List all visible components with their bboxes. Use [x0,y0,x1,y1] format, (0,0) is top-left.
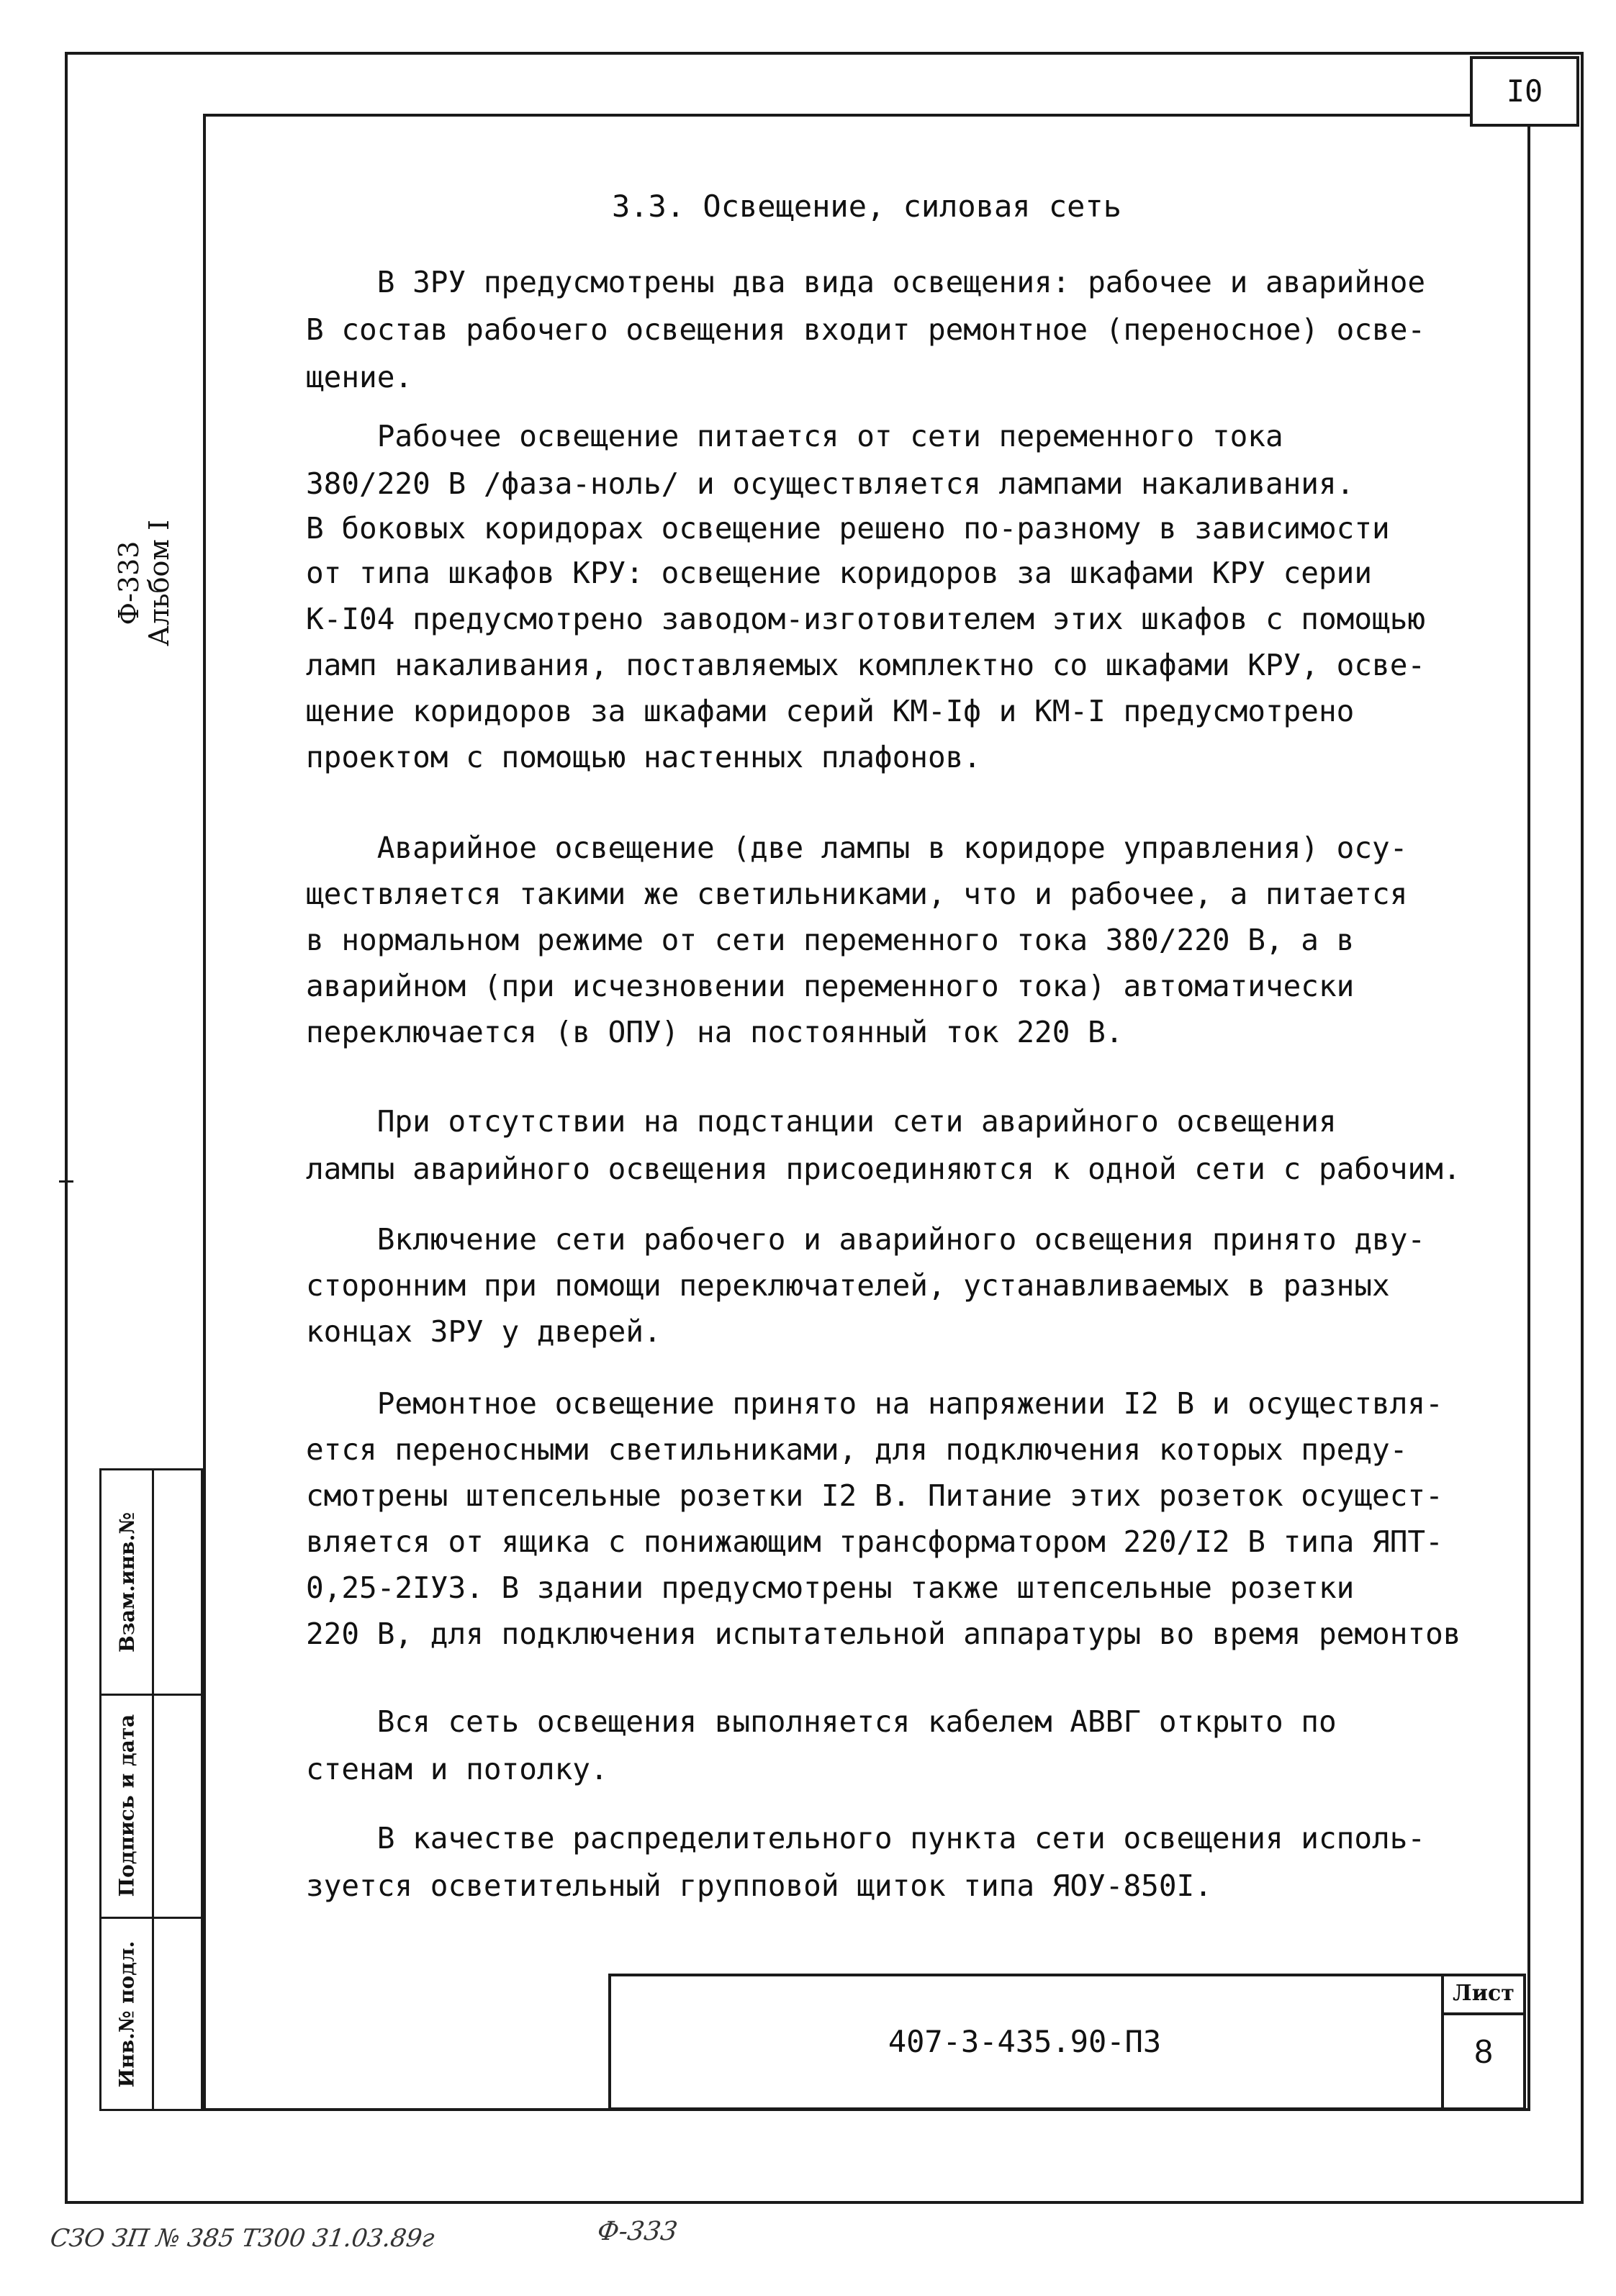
page-number: I0 [1506,73,1543,109]
text-line: сторонним при помощи переключателей, устанавливаемых в разных [306,1268,1390,1303]
text-line: При отсутствии на подстанции сети аварийного освещения [306,1104,1337,1139]
frame-tick-mark [59,1180,73,1183]
handwritten-archive-note: СЗО ЗП № 385 Т300 31.03.89г [48,2224,436,2253]
text-line: 380/220 В /фаза-ноль/ и осуществляется лампами накаливания. [306,466,1355,501]
text-line: 220 В, для подключения испытательной аппаратуры во время ремонтов [306,1617,1461,1651]
approval-stamp [99,1468,203,2111]
section-heading: 3.3. Освещение, силовая сеть [611,189,1121,224]
stamp-field-signature: Подпись и дата [114,1714,139,1897]
text-line: смотрены штепсельные розетки I2 В. Питание этих розеток осущест- [306,1478,1443,1513]
text-line: проектом с помощью настенных плафонов. [306,740,981,774]
text-line: от типа шкафов КРУ: освещение коридоров за шкафами КРУ серии [306,556,1373,590]
text-line: В качестве распределительного пункта сети освещения исполь- [306,1821,1426,1856]
text-line: 0,25-2IУЗ. В здании предусмотрены также штепсельные розетки [306,1570,1355,1605]
text-line: стенам и потолку. [306,1752,608,1786]
text-line: В боковых коридорах освещение решено по-разному в зависимости [306,511,1390,546]
album-code: Ф-333 [113,541,145,625]
document-code: 407-3-435.90-ПЗ [888,2024,1162,2059]
stamp-field-inventory: Инв.№ подл. [114,1940,139,2087]
text-line: щение коридоров за шкафами серий КМ-Iф и КМ-I предусмотрено [306,694,1355,728]
text-line: зуется осветительный групповой щиток типа ЯОУ-850I. [306,1868,1212,1903]
handwritten-code: Ф-333 [595,2217,680,2246]
text-line: ется переносными светильниками, для подключения которых преду- [306,1432,1408,1467]
text-line: аварийном (при исчезновении переменного тока) автоматически [306,969,1355,1003]
text-line: ламп накаливания, поставляемых комплектно со шкафами КРУ, осве- [306,648,1426,682]
text-line: щение. [306,360,413,394]
sheet-number: 8 [1474,2033,1493,2070]
sheet-label: Лист [1453,1981,1515,2006]
text-line: Вся сеть освещения выполняется кабелем АВВГ открыто по [306,1704,1337,1739]
text-line: вляется от ящика с понижающим трансформатором 220/I2 В типа ЯПТ- [306,1524,1443,1559]
text-line: ществляется такими же светильниками, что и рабочее, а питается [306,877,1408,911]
stamp-divider [152,1470,154,2109]
text-line: Включение сети рабочего и аварийного освещения принято дву- [306,1222,1426,1257]
text-line: лампы аварийного освещения присоединяются к одной сети с рабочим. [306,1152,1461,1186]
album-label [101,475,187,691]
album-name: Альбом I [143,519,176,647]
text-line: переключается (в ОПУ) на постоянный ток 220 В. [306,1015,1124,1049]
text-line: концах ЗРУ у дверей. [306,1314,662,1349]
stamp-field-replacement: Взам.инв.№ [114,1511,139,1653]
text-line: в нормальном режиме от сети переменного тока 380/220 В, а в [306,923,1355,957]
text-line: В ЗРУ предусмотрены два вида освещения: рабочее и аварийное [306,265,1426,299]
text-line: Ремонтное освещение принято на напряжении I2 В и осуществля- [306,1386,1443,1421]
text-line: В состав рабочего освещения входит ремонтное (переносное) осве- [306,312,1426,347]
text-line: К-I04 предусмотрено заводом-изготовителем этих шкафов с помощью [306,602,1426,636]
text-line: Рабочее освещение питается от сети переменного тока [306,419,1283,453]
text-line: Аварийное освещение (две лампы в коридоре управления) осу- [306,831,1408,865]
